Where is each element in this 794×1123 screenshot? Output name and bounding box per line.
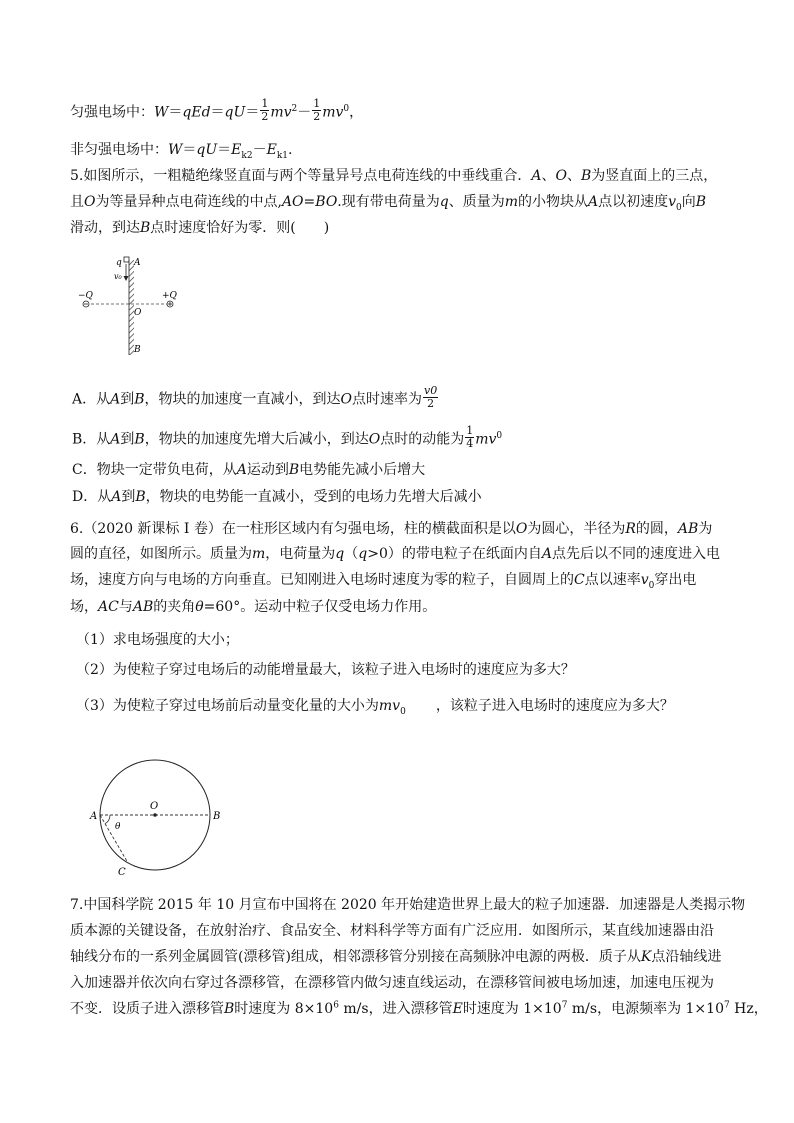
q7-line-4: 入加速器并依次向右穿过各漂移管，在漂移管内做匀速直线运动，在漂移管间被电场加速，加速电压视为 (70, 975, 714, 991)
label-A: A (90, 811, 98, 822)
text: ＝ (210, 104, 225, 121)
q6-subquestion-1: （1）求电场强度的大小； (76, 632, 239, 648)
q5-line-1: 5.如图所示，一粗糙绝缘竖直面与两个等量异号点电荷连线的中垂线重合．A、O、B为竖直面上的三点， (70, 168, 718, 184)
q6-line-4: 场，AC与AB的夹角θ=60°。运动中粒子仅受电场力作用。 (70, 599, 437, 615)
text: ＝ (245, 104, 260, 121)
q7-line-1: 7.中国科学院 2015 年 10 月宣布中国将在 2020 年开始建造世界上最大的粒子加速器．加速器是人类揭示物 (70, 897, 746, 913)
q5-option-a: A．从A到B，物块的加速度一直减小，到达O点时速率为 $\frac{v0}{2}$ (72, 384, 438, 410)
block (124, 257, 129, 262)
q7-line-3: 轴线分布的一系列金属圆管(漂移管)组成，相邻漂移管分别接在高频脉冲电源的两极．质子从K点沿轴线进 (70, 949, 722, 965)
var: mv (322, 104, 344, 121)
label-negQ: −Q (78, 291, 93, 301)
q5-option-c: C．物块一定带负电荷，从A运动到B电势能先减小后增大 (72, 462, 426, 478)
q6-line-1: 6.（2020 新课标 I 卷）在一柱形区域内有匀强电场，柱的横截面积是以O为圆心，半径为R的圆，AB为 (70, 521, 713, 537)
uniform-field-formula: 匀强电场中：W＝qEd＝qU＝ $\frac{1}{2}$ $mv^2-$ $\frac{1}{2}$ $mv^0$， (70, 97, 364, 123)
q6-line-2: 圆的直径，如图所示。质量为m，电荷量为q（q>0）的带电粒子在纸面内自A点先后以不同的速度进入电 (70, 546, 720, 562)
q7-line-5: 不变．设质子进入漂移管B时速度为 $8\times 10^6$ m/s，进入漂移管E时速度为 $1\times 10^7$ m/s，电源频率为 $1\times 10^7$ Hz， (70, 1000, 768, 1017)
chord-AC (100, 815, 128, 863)
fraction: $\frac{1}{2}$ (261, 97, 269, 123)
label-posQ: +Q (162, 291, 177, 301)
q6-subquestion-2: （2）为使粒子穿过电场后的动能增量最大，该粒子进入电场时的速度应为多大？ (76, 662, 575, 678)
label-v0: v₀ (114, 272, 122, 281)
var: mv (270, 104, 292, 121)
q5-option-b: B．从A到B，物块的加速度先增大后减小，到达O点时的动能为 $\frac{1}{4}$ $mv^0$ (72, 424, 503, 450)
q6-subquestion-3: （3）为使粒子穿过电场前后动量变化量的大小为$mv_0$ ，该粒子进入电场时的速度应为多大？ (76, 698, 674, 717)
text: ＝ (168, 104, 183, 121)
var: W (154, 104, 169, 121)
q5-figure (70, 250, 190, 362)
label-A: A (134, 258, 141, 268)
arrow-head (124, 276, 129, 281)
text: 匀强电场中： (70, 104, 154, 121)
fraction: $\frac{v0}{2}$ (424, 384, 438, 410)
q5-line-2: 且O为等量异种点电荷连线的中点,AO=BO.现有带电荷量为q、质量为m的小物块从A点以初速度$v_0$向B (70, 194, 707, 213)
label-O: O (150, 801, 159, 812)
angle-arc (105, 815, 110, 824)
label-B: B (134, 345, 141, 355)
var: qEd (182, 104, 211, 121)
q6-figure (85, 758, 235, 883)
fraction: $\frac{1}{4}$ (466, 424, 474, 450)
nonuniform-field-formula: 非匀强电场中：$W=qU=E_{k2}-E_{k1}$. (70, 142, 293, 161)
q6-line-3: 场，速度方向与电场的方向垂直。已知刚进入电场时速度为零的粒子，自圆周上的C点以速率$v_0$穿出电 (70, 572, 697, 591)
text: ， (349, 104, 364, 121)
label-theta: θ (115, 822, 121, 832)
q5-option-d: D．从A到B，物块的电势能一直减小，受到的电场力先增大后减小 (72, 489, 482, 505)
center-dot (153, 813, 157, 817)
var: qU (224, 104, 246, 121)
q5-line-3: 滑动，到达B点时速度恰好为零．则( ) (70, 220, 330, 236)
fraction: $\frac{1}{2}$ (313, 97, 321, 123)
label-C: C (118, 867, 126, 878)
q7-line-2: 质本源的关键设备，在放射治疗、食品安全、材料科学等方面有广泛应用．如图所示，某直线加速器由沿 (70, 923, 714, 939)
label-O: O (134, 308, 142, 318)
text: － (297, 104, 312, 121)
label-q: q (116, 258, 122, 268)
label-B: B (213, 811, 221, 822)
